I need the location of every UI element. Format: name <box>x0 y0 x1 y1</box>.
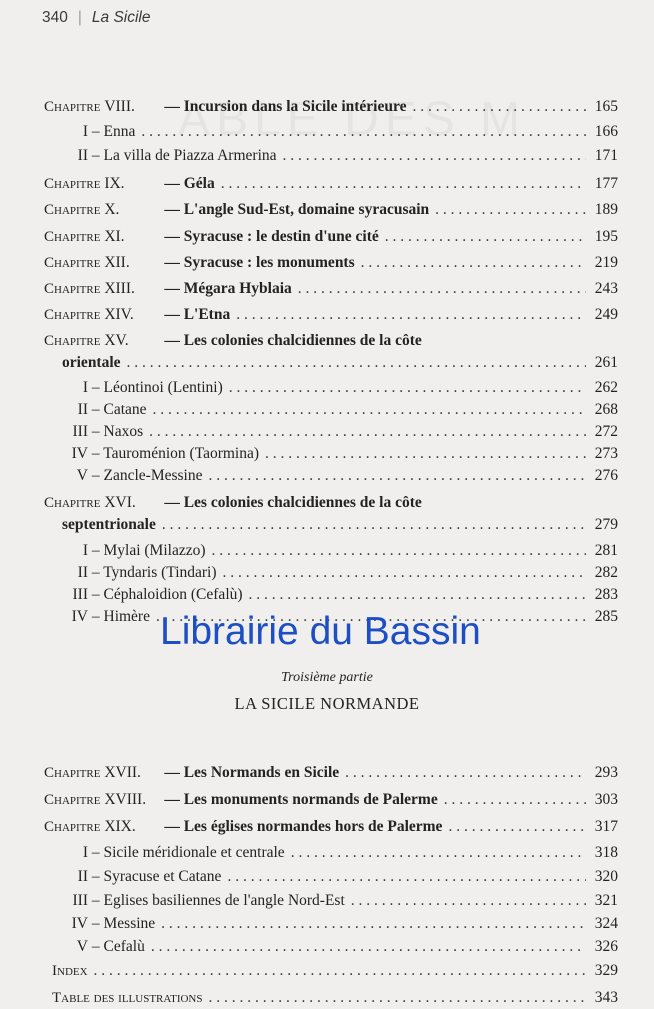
chapter-title: — Les Normands en Sicile <box>164 764 340 781</box>
page-ref: 166 <box>594 123 618 140</box>
dot-leader <box>249 584 586 606</box>
back-matter-entry <box>52 987 618 1009</box>
chapter-title: — Les colonies chalcidiennes de la côte <box>164 332 422 349</box>
section-number: I <box>82 123 88 140</box>
entry-title: III – Naxos <box>44 421 143 443</box>
chapter-number: XV. <box>104 332 129 349</box>
dot-leader <box>149 421 586 443</box>
entry-title: III – Eglises basiliennes de l'angle Nord-Est <box>44 890 345 912</box>
entry-title: V – Cefalù <box>44 936 145 958</box>
page-ref: 281 <box>594 542 618 559</box>
chapter-number: XVIII. <box>104 791 147 808</box>
dot-leader <box>94 960 586 982</box>
page-ref: 324 <box>594 915 618 932</box>
section-number: I <box>82 844 88 861</box>
chapter-prefix: Chapitre <box>44 229 101 245</box>
chapter-entry <box>44 96 618 118</box>
entry-title: III – Céphaloidion (Cefalù) <box>44 584 243 606</box>
page-ref: 249 <box>594 306 618 323</box>
chapter-prefix: Chapitre <box>44 281 101 297</box>
section-entry <box>44 584 618 606</box>
entry-title <box>44 816 442 838</box>
section-title: Tauroménion (Taormina) <box>103 445 260 462</box>
chapter-prefix: Chapitre <box>44 495 101 511</box>
dot-leader <box>153 399 586 421</box>
dot-leader <box>435 199 586 221</box>
section-entry <box>44 866 618 888</box>
page-ref: 293 <box>594 764 618 781</box>
entry-title <box>44 226 379 248</box>
entry-title <box>52 960 88 982</box>
entry-title <box>44 762 339 784</box>
entry-title <box>44 330 422 352</box>
section-number: II <box>77 147 88 164</box>
dot-leader <box>236 304 586 326</box>
chapter-title: — Incursion dans la Sicile intérieure <box>164 98 407 115</box>
chapter-entry <box>44 173 618 195</box>
page-ref: 189 <box>594 201 618 218</box>
chapter-number: XIV. <box>104 306 134 323</box>
chapter-entry-continuation <box>62 352 618 374</box>
entry-title <box>62 514 156 536</box>
page-ref: 262 <box>594 379 618 396</box>
chapter-title-continued: septentrionale <box>62 516 156 533</box>
section-number: V <box>76 938 88 955</box>
chapter-title: — Syracuse : le destin d'une cité <box>164 228 379 245</box>
chapter-prefix: Chapitre <box>44 792 101 808</box>
page-ref: 219 <box>594 254 618 271</box>
entry-title: I – Sicile méridionale et centrale <box>44 842 285 864</box>
section-entry <box>44 465 618 487</box>
section-number: V <box>76 467 88 484</box>
chapter-number: IX. <box>104 175 125 192</box>
chapter-entry <box>44 252 618 274</box>
entry-title <box>52 987 203 1009</box>
chapter-title: — Les colonies chalcidiennes de la côte <box>164 494 422 511</box>
page-ref: 177 <box>594 175 618 192</box>
dot-leader <box>229 377 586 399</box>
chapter-number: XIII. <box>104 280 135 297</box>
section-number: IV <box>71 608 88 625</box>
page-ref: 171 <box>594 147 618 164</box>
section-title: La villa de Piazza Armerina <box>103 147 277 164</box>
dot-leader <box>345 762 586 784</box>
section-number: III <box>72 423 88 440</box>
section-title: Zancle-Messine <box>103 467 203 484</box>
chapter-entry <box>44 278 618 300</box>
section-entry <box>44 145 618 167</box>
dot-leader <box>127 352 586 374</box>
entry-title: I – Léontinoi (Lentini) <box>44 377 223 399</box>
section-title: Cefalù <box>103 938 145 955</box>
dot-leader <box>227 866 586 888</box>
dot-leader <box>209 987 587 1009</box>
chapter-title-continued: orientale <box>62 354 121 371</box>
page-ref: 279 <box>594 516 618 533</box>
section-entry <box>44 540 618 562</box>
section-number: II <box>77 868 88 885</box>
dot-leader <box>212 540 586 562</box>
back-matter-title: Table des illustrations <box>52 990 203 1006</box>
chapter-prefix: Chapitre <box>44 765 101 781</box>
section-title: Enna <box>103 123 136 140</box>
dot-leader <box>209 465 587 487</box>
chapter-prefix: Chapitre <box>44 176 101 192</box>
running-title: La Sicile <box>91 9 151 26</box>
dot-leader <box>151 936 586 958</box>
section-title: Syracuse et Catane <box>103 868 222 885</box>
entry-title <box>62 352 121 374</box>
chapter-number: XIX. <box>104 818 136 835</box>
part-title: LA SICILE NORMANDE <box>234 694 420 713</box>
page-ref: 165 <box>594 98 618 115</box>
entry-title: IV – Tauroménion (Taormina) <box>44 443 259 465</box>
chapter-prefix: Chapitre <box>44 255 101 271</box>
section-entry <box>44 936 618 958</box>
dot-leader <box>385 226 586 248</box>
back-matter-entry <box>52 960 618 982</box>
dot-leader <box>141 121 586 143</box>
section-entry <box>44 421 618 443</box>
chapter-entry <box>44 226 618 248</box>
page-ref: 243 <box>594 280 618 297</box>
entry-title <box>44 304 230 326</box>
section-number: IV <box>71 445 88 462</box>
page-ref: 282 <box>594 564 618 581</box>
dot-leader <box>283 145 586 167</box>
dot-leader <box>223 562 586 584</box>
dot-leader <box>162 514 586 536</box>
dot-leader <box>351 890 586 912</box>
section-number: II <box>77 401 88 418</box>
page-ref: 276 <box>594 467 618 484</box>
section-entry <box>44 890 618 912</box>
page-ref: 261 <box>594 354 618 371</box>
chapter-prefix: Chapitre <box>44 307 101 323</box>
section-title: Eglises basiliennes de l'angle Nord-Est <box>103 892 345 909</box>
entry-title <box>44 492 422 514</box>
section-title: Naxos <box>103 423 144 440</box>
page-ref: 320 <box>594 868 618 885</box>
entry-title <box>44 252 355 274</box>
chapter-entry <box>44 492 618 514</box>
chapter-number: XII. <box>104 254 130 271</box>
dot-leader <box>221 173 586 195</box>
part-label: Troisième partie <box>281 670 373 685</box>
dot-leader <box>265 443 586 465</box>
section-title: Léontinoi (Lentini) <box>103 379 223 396</box>
section-entry <box>44 443 618 465</box>
chapter-title: — L'Etna <box>164 306 231 323</box>
page-ref: 329 <box>594 962 618 979</box>
section-entry <box>44 121 618 143</box>
section-title: Messine <box>103 915 156 932</box>
page-ref: 285 <box>594 608 618 625</box>
chapter-title: — Mégara Hyblaia <box>164 280 292 297</box>
chapter-number: X. <box>104 201 120 218</box>
dot-leader <box>291 842 586 864</box>
chapter-number: XVI. <box>104 494 136 511</box>
chapter-number: VIII. <box>104 98 135 115</box>
entry-title: II – Catane <box>44 399 147 421</box>
chapter-entry <box>44 789 618 811</box>
page-ref: 195 <box>594 228 618 245</box>
dot-leader <box>444 789 586 811</box>
section-number: I <box>82 379 88 396</box>
section-number: III <box>72 892 88 909</box>
page-ref: 283 <box>594 586 618 603</box>
header-separator: | <box>77 9 82 26</box>
dot-leader <box>412 96 586 118</box>
entry-title: II – Syracuse et Catane <box>44 866 221 888</box>
entry-title <box>44 278 292 300</box>
section-title: Tyndaris (Tindari) <box>103 564 217 581</box>
chapter-prefix: Chapitre <box>44 99 101 115</box>
chapter-entry-continuation <box>62 514 618 536</box>
section-entry <box>44 913 618 935</box>
page-ref: 343 <box>594 989 618 1006</box>
section-title: Sicile méridionale et centrale <box>103 844 285 861</box>
chapter-entry <box>44 199 618 221</box>
section-number: II <box>77 564 88 581</box>
section-entry <box>44 377 618 399</box>
chapter-number: XI. <box>104 228 125 245</box>
page-ref: 272 <box>594 423 618 440</box>
page-ref: 303 <box>594 791 618 808</box>
chapter-number: XVII. <box>104 764 141 781</box>
page-ref: 321 <box>594 892 618 909</box>
dot-leader <box>298 278 586 300</box>
section-entry <box>44 842 618 864</box>
section-number: IV <box>71 915 88 932</box>
entry-title <box>44 96 406 118</box>
entry-title <box>44 173 215 195</box>
section-number: I <box>82 542 88 559</box>
entry-title: II – Tyndaris (Tindari) <box>44 562 217 584</box>
chapter-title: — Les églises normandes hors de Palerme <box>164 818 443 835</box>
entry-title: IV – Himère <box>44 606 150 628</box>
entry-title: I – Mylai (Milazzo) <box>44 540 206 562</box>
page-ref: 268 <box>594 401 618 418</box>
chapter-prefix: Chapitre <box>44 202 101 218</box>
page-ref: 318 <box>594 844 618 861</box>
dot-leader <box>361 252 586 274</box>
section-entry <box>44 399 618 421</box>
dot-leader <box>161 913 586 935</box>
chapter-entry <box>44 304 618 326</box>
chapter-prefix: Chapitre <box>44 819 101 835</box>
chapter-title: — Syracuse : les monuments <box>164 254 355 271</box>
chapter-title: — L'angle Sud-Est, domaine syracusain <box>164 201 430 218</box>
entry-title: I – Enna <box>44 121 135 143</box>
dot-leader <box>448 816 586 838</box>
section-number: III <box>72 586 88 603</box>
chapter-prefix: Chapitre <box>44 333 101 349</box>
watermark-text: Librairie du Bassin <box>160 610 481 653</box>
chapter-entry <box>44 762 618 784</box>
entry-title: IV – Messine <box>44 913 155 935</box>
section-title: Céphaloidion (Cefalù) <box>103 586 243 603</box>
section-title: Himère <box>103 608 150 625</box>
chapter-title: — Les monuments normands de Palerme <box>164 791 438 808</box>
page-ref: 317 <box>594 818 618 835</box>
section-title: Catane <box>103 401 147 418</box>
section-entry <box>44 562 618 584</box>
entry-title: II – La villa de Piazza Armerina <box>44 145 277 167</box>
chapter-title: — Géla <box>164 175 215 192</box>
page-number: 340 <box>42 9 68 26</box>
entry-title: V – Zancle-Messine <box>44 465 203 487</box>
back-matter-title: Index <box>52 963 88 979</box>
page-ref: 273 <box>594 445 618 462</box>
page-ref: 326 <box>594 938 618 955</box>
section-title: Mylai (Milazzo) <box>103 542 206 559</box>
chapter-entry <box>44 330 618 352</box>
chapter-entry <box>44 816 618 838</box>
entry-title <box>44 199 429 221</box>
entry-title <box>44 789 438 811</box>
